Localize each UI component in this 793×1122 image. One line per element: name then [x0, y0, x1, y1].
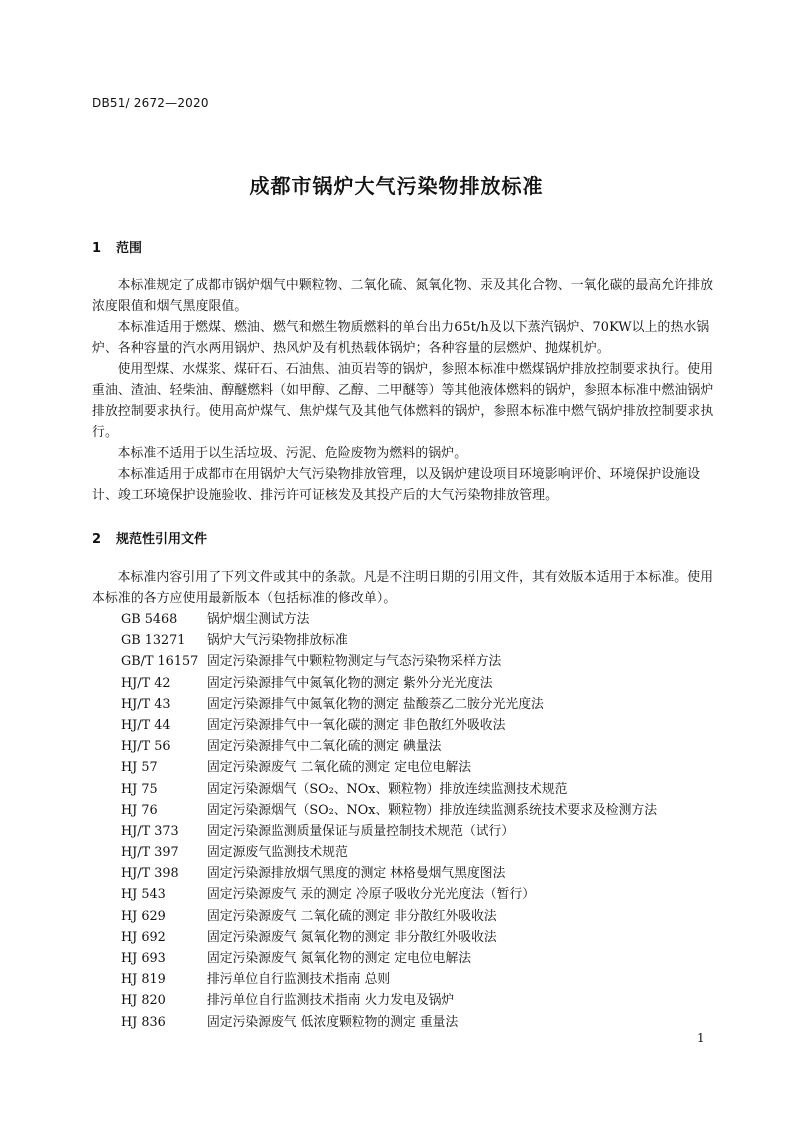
reference-title: 固定污染源排气中二氧化硫的测定 碘量法 [207, 739, 442, 755]
reference-code: HJ 836 [121, 1014, 166, 1030]
reference-item [121, 694, 657, 715]
reference-code: HJ 819 [121, 972, 166, 988]
reference-title: 固定污染源排气中氮氧化物的测定 紫外分光光度法 [207, 675, 493, 691]
section-number: 1 [92, 241, 102, 256]
reference-item [121, 673, 657, 694]
reference-code: HJ/T 56 [121, 739, 171, 755]
reference-item [121, 630, 657, 651]
reference-item [121, 842, 657, 863]
reference-code: HJ/T 42 [121, 675, 171, 691]
scope-paragraph: 使用型煤、水煤浆、煤矸石、石油焦、油页岩等的锅炉，参照本标准中燃煤锅炉排放控制要求执行。使用重油、渣油、轻柴油、醇醚燃料（如甲醇、乙醇、二甲醚等）等其他液体燃料的锅炉，参照本标准中燃油锅炉排放控制要求执行。使用高炉煤气、焦炉煤气及其他气体燃料的锅炉，参照本标准中燃气锅炉排放控制要求执行。 [92, 362, 714, 440]
reference-code: HJ/T 397 [121, 845, 179, 861]
scope-paragraph: 本标准适用于燃煤、燃油、燃气和燃生物质燃料的单台出力65t/h及以下蒸汽锅炉、70KW以上的热水锅炉、各种容量的汽水两用锅炉、热风炉及有机热载体锅炉；各种容量的层燃炉、抛煤机炉。 [92, 320, 710, 356]
reference-item [121, 800, 657, 821]
section-heading-scope [92, 237, 142, 256]
page-number: 1 [697, 1031, 705, 1045]
reference-code: GB 5468 [121, 612, 178, 627]
reference-list [121, 609, 657, 1033]
reference-title: 固定污染源排放烟气黑度的测定 林格曼烟气黑度图法 [207, 866, 506, 882]
reference-item [121, 757, 657, 778]
reference-code: HJ 75 [121, 781, 158, 797]
reference-title: 固定污染源废气 二氧化硫的测定 定电位电解法 [207, 760, 472, 776]
scope-paragraph: 本标准规定了成都市锅炉烟气中颗粒物、二氧化硫、氮氧化物、汞及其化合物、一氧化碳的最高允许排放浓度限值和烟气黑度限值。 [92, 278, 714, 314]
reference-item [121, 821, 657, 842]
reference-title: 固定污染源烟气（SO₂、NOx、颗粒物）排放连续监测系统技术要求及检测方法 [207, 802, 657, 818]
reference-code: HJ/T 373 [121, 823, 179, 839]
reference-code: GB/T 16157 [121, 654, 199, 670]
reference-title: 锅炉烟尘测试方法 [207, 612, 310, 627]
reference-title: 排污单位自行监测技术指南 总则 [207, 972, 391, 988]
reference-item [121, 884, 657, 905]
reference-code: HJ 693 [121, 951, 166, 966]
reference-code: HJ 76 [121, 802, 158, 818]
reference-item [121, 906, 657, 927]
scope-paragraph: 本标准适用于成都市在用锅炉大气污染物排放管理，以及锅炉建设项目环境影响评价、环境保护设施设计、竣工环境保护设施验收、排污许可证核发及其投产后的大气污染物排放管理。 [92, 467, 701, 503]
reference-item [121, 1012, 657, 1033]
reference-title: 固定污染源废气 氮氧化物的测定 非分散红外吸收法 [207, 929, 497, 945]
reference-item [121, 609, 657, 630]
document-code-header: DB51/ 2672—2020 [92, 96, 209, 110]
scope-body [92, 275, 716, 506]
reference-title: 固定污染源排气中氮氧化物的测定 盐酸萘乙二胺分光光度法 [207, 696, 544, 712]
scope-paragraph: 本标准不适用于以生活垃圾、污泥、危险废物为燃料的锅炉。 [117, 446, 468, 461]
reference-code: HJ/T 44 [121, 717, 171, 733]
reference-code: HJ/T 43 [121, 696, 171, 712]
reference-title: 排污单位自行监测技术指南 火力发电及锅炉 [207, 993, 455, 1009]
section-number: 2 [92, 532, 102, 547]
reference-code: GB 13271 [121, 633, 186, 649]
section-title: 规范性引用文件 [116, 532, 208, 547]
reference-code: HJ/T 398 [121, 866, 179, 882]
reference-item [121, 715, 657, 736]
reference-title: 固定污染源烟气（SO₂、NOx、颗粒物）排放连续监测技术规范 [207, 781, 568, 797]
reference-title: 固定污染源监测质量保证与质量控制技术规范（试行） [207, 823, 515, 839]
reference-code: HJ 543 [121, 887, 166, 903]
reference-code: HJ 692 [121, 929, 166, 945]
reference-item [121, 969, 657, 990]
reference-item [121, 779, 657, 800]
reference-code: HJ 820 [121, 993, 166, 1009]
reference-item [121, 651, 657, 672]
reference-item [121, 927, 657, 948]
page-title: 成都市锅炉大气污染物排放标准 [249, 174, 544, 198]
reference-title: 固定污染源排气中一氧化碳的测定 非色散红外吸收法 [207, 717, 506, 733]
references-intro-paragraph: 本标准内容引用了下列文件或其中的条款。凡是不注明日期的引用文件，其有效版本适用于本标准。使用本标准的各方应使用最新版本（包括标准的修改单）。 [92, 570, 714, 606]
section-title: 范围 [116, 241, 143, 256]
reference-title: 固定污染源废气 汞的测定 冷原子吸收分光光度法（暂行） [207, 887, 536, 903]
reference-title: 固定污染源废气 二氧化硫的测定 非分散红外吸收法 [207, 908, 497, 924]
references-intro [92, 567, 716, 609]
reference-item [121, 736, 657, 757]
section-heading-normative-references [92, 528, 207, 547]
reference-item [121, 948, 657, 969]
reference-item [121, 863, 657, 884]
reference-title: 固定污染源废气 低浓度颗粒物的测定 重量法 [207, 1014, 459, 1030]
reference-title: 固定源废气监测技术规范 [207, 845, 348, 861]
reference-code: HJ 629 [121, 908, 166, 924]
reference-code: HJ 57 [121, 760, 158, 776]
reference-title: 固定污染源排气中颗粒物测定与气态污染物采样方法 [207, 654, 502, 670]
reference-item [121, 990, 657, 1011]
reference-title: 固定污染源废气 氮氧化物的测定 定电位电解法 [207, 951, 472, 966]
reference-title: 锅炉大气污染物排放标准 [207, 633, 348, 649]
